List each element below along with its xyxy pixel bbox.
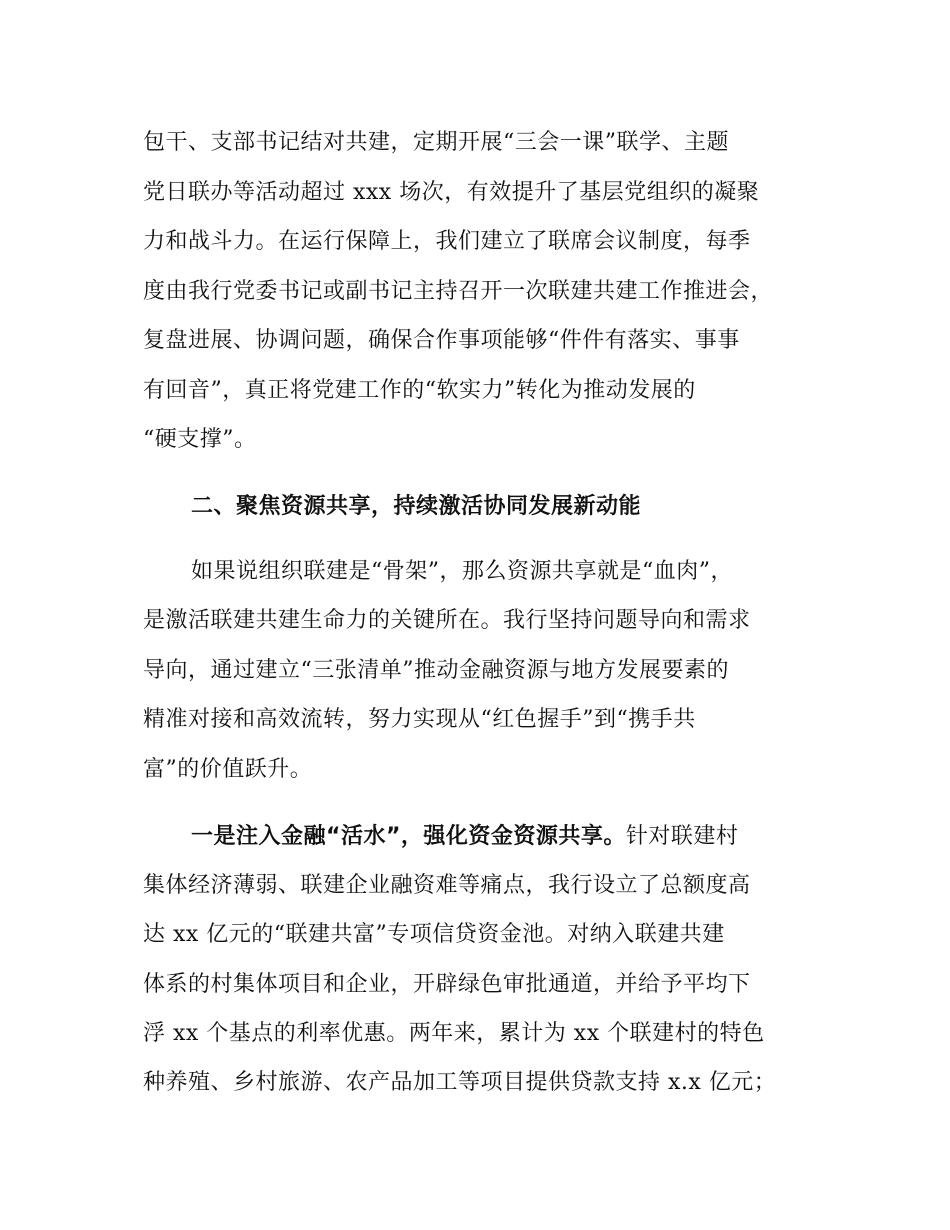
text-line: 种养殖、乡村旅游、农产品加工等项目提供贷款支持 x.x 亿元； (143, 1070, 777, 1095)
text-line: 浮 xx 个基点的利率优惠。两年来，累计为 xx 个联建村的特色 (143, 1021, 765, 1046)
text-line: 是激活联建共建生命力的关键所在。我行坚持问题导向和需求 (143, 608, 751, 633)
text-line (191, 823, 738, 851)
section-heading: 二、聚焦资源共享，持续激活协同发展新动能 (191, 494, 642, 519)
text-line: 导向，通过建立“三张清单”推动金融资源与地方发展要素的 (143, 658, 729, 683)
text-line: 精准对接和高效流转，努力实现从“红色握手”到“携手共 (143, 707, 696, 732)
text-line: “硬支撑”。 (143, 427, 257, 452)
text-line: 有回音”，真正将党建工作的“软实力”转化为推动发展的 (143, 378, 696, 403)
text-line: 包干、支部书记结对共建，定期开展“三会一课”联学、主题 (143, 130, 729, 155)
text-line: 集体经济薄弱、联建企业融资难等痛点，我行设立了总额度高 (143, 873, 751, 898)
text-line: 达 xx 亿元的“联建共富”专项信贷资金池。对纳入联建共建 (143, 922, 725, 947)
text-line: 复盘进展、协调问题，确保合作事项能够“件件有落实、事事 (143, 328, 740, 353)
text-line: 如果说组织联建是“骨架”，那么资源共享就是“血肉”， (191, 559, 733, 584)
text-line: 度由我行党委书记或副书记主持召开一次联建共建工作推进会， (143, 279, 774, 304)
text-line: 体系的村集体项目和企业，开辟绿色审批通道，并给予平均下 (143, 972, 751, 997)
lead-sentence: 一是注入金融“活水”，强化资金资源共享。 (191, 824, 626, 849)
text-span: 针对联建村 (625, 824, 739, 849)
text-line: 党日联办等活动超过 xxx 场次，有效提升了基层党组织的凝聚 (143, 180, 760, 205)
text-line: 力和战斗力。在运行保障上，我们建立了联席会议制度，每季 (143, 229, 751, 254)
text-line: 富”的价值跃升。 (143, 757, 313, 782)
